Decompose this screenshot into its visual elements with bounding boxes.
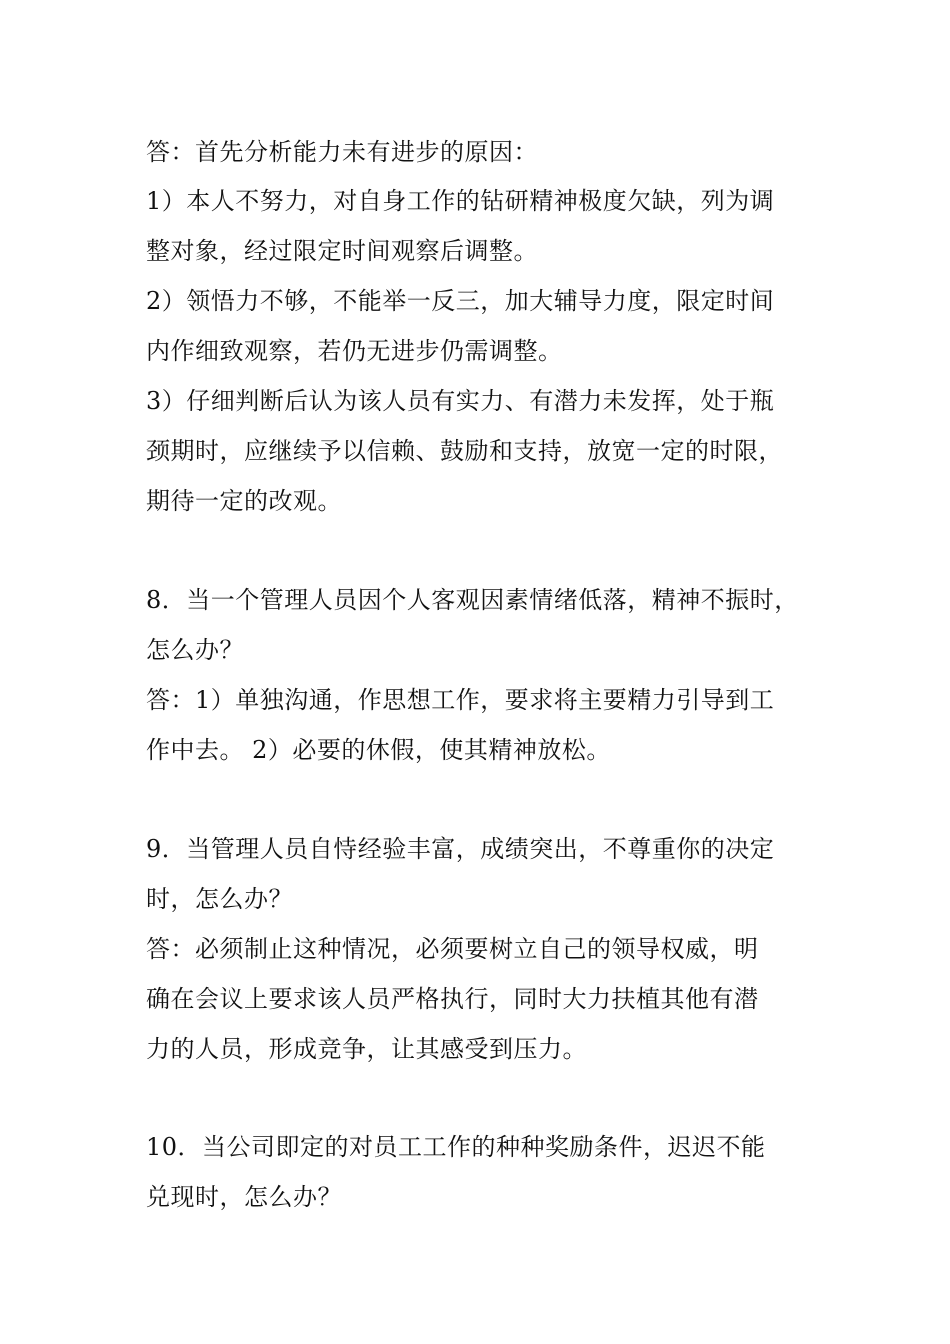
- answer-7-point-3-line-2: 颈期时，应继续予以信赖、鼓励和支持，放宽一定的时限，: [146, 437, 783, 465]
- answer-7-point-3-line-3: 期待一定的改观。: [146, 487, 342, 515]
- answer-9-line-3: 力的人员，形成竞争，让其感受到压力。: [146, 1035, 587, 1063]
- answer-8-line-2: 作中去。 2）必要的休假，使其精神放松。: [146, 736, 611, 764]
- answer-7-intro: 答：首先分析能力未有进步的原因：: [146, 138, 538, 166]
- question-9-line-2: 时，怎么办？: [146, 885, 293, 913]
- answer-9-line-1: 答：必须制止这种情况，必须要树立自己的领导权威，明: [146, 935, 759, 963]
- question-8-line-2: 怎么办？: [146, 636, 244, 664]
- answer-7-point-3-line-1: 3）仔细判断后认为该人员有实力、有潜力未发挥，处于瓶: [146, 387, 775, 415]
- answer-7-point-2-line-2: 内作细致观察，若仍无进步仍需调整。: [146, 337, 563, 365]
- question-10-line-1: 10．当公司即定的对员工工作的种种奖励条件，迟迟不能: [146, 1133, 766, 1161]
- answer-7-point-1-line-2: 整对象，经过限定时间观察后调整。: [146, 237, 538, 265]
- question-8-line-1: 8．当一个管理人员因个人客观因素情绪低落，精神不振时，: [146, 586, 799, 614]
- answer-8-line-1: 答：1）单独沟通，作思想工作，要求将主要精力引导到工: [146, 686, 775, 714]
- question-10-line-2: 兑现时，怎么办？: [146, 1183, 342, 1211]
- answer-7-point-2-line-1: 2）领悟力不够，不能举一反三，加大辅导力度，限定时间: [146, 287, 775, 315]
- answer-9-line-2: 确在会议上要求该人员严格执行，同时大力扶植其他有潜: [146, 985, 759, 1013]
- answer-7-point-1-line-1: 1）本人不努力，对自身工作的钻研精神极度欠缺，列为调: [146, 187, 775, 215]
- question-9-line-1: 9．当管理人员自恃经验丰富，成绩突出，不尊重你的决定: [146, 835, 775, 863]
